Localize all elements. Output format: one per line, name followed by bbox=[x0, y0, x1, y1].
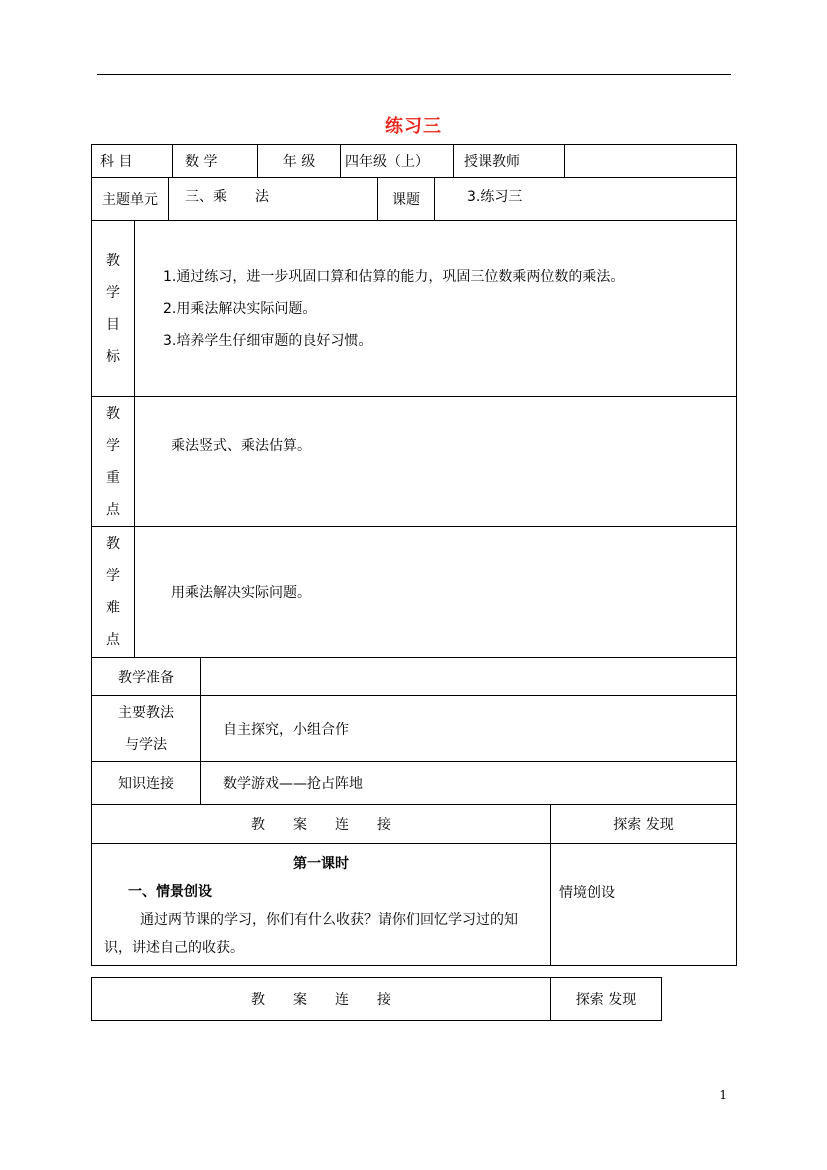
subject-value: 数 学 bbox=[173, 145, 258, 178]
methods-label bbox=[92, 696, 201, 762]
header-rule bbox=[97, 74, 731, 75]
second-header-left: 教 案 连 接 bbox=[92, 978, 551, 1021]
second-plan-header bbox=[91, 977, 662, 1021]
preparation-label: 教学准备 bbox=[92, 658, 201, 696]
second-header-right: 探索 发现 bbox=[551, 978, 662, 1021]
info-table-row1 bbox=[91, 144, 737, 178]
document-title: 练习三 bbox=[385, 116, 442, 137]
plan-header-right: 探索 发现 bbox=[551, 805, 737, 844]
grade-label: 年 级 bbox=[258, 145, 341, 178]
goal-item: 3.培养学生仔细审题的良好习惯。 bbox=[163, 333, 373, 349]
difficulties-label-char: 学 bbox=[106, 568, 120, 584]
lesson-period: 第一课时 bbox=[293, 856, 349, 872]
goals-label bbox=[92, 221, 135, 397]
plan-header-left: 教 案 连 接 bbox=[92, 805, 551, 844]
key-points-label bbox=[92, 397, 135, 527]
goals-label-char: 教 bbox=[106, 252, 120, 269]
page-number: 1 bbox=[719, 1088, 727, 1102]
methods-label-line: 与学法 bbox=[125, 736, 167, 753]
goals-label-char: 学 bbox=[106, 284, 120, 301]
difficulties-label-char: 教 bbox=[106, 536, 120, 552]
difficulties-label bbox=[92, 527, 135, 658]
lesson-section-title: 一、情景创设 bbox=[128, 884, 212, 900]
info-table-row2 bbox=[91, 177, 737, 221]
teacher-label: 授课教师 bbox=[454, 145, 565, 178]
lesson-paragraph: 通过两节课的学习，你们有什么收获？请你们回忆学习过的知识，讲述自己的收获。 bbox=[104, 912, 518, 956]
preparation-table bbox=[91, 657, 737, 805]
methods-value: 自主探究，小组合作 bbox=[201, 696, 737, 762]
difficulties-label-char: 难 bbox=[106, 600, 120, 616]
preparation-value bbox=[201, 658, 737, 696]
topic-label: 课题 bbox=[378, 178, 435, 221]
topic-value: 3.练习三 bbox=[435, 178, 737, 221]
connection-value: 数学游戏——抢占阵地 bbox=[201, 762, 737, 805]
methods-label-line: 主要教法 bbox=[118, 704, 174, 721]
lesson-content bbox=[92, 844, 551, 966]
unit-label: 主题单元 bbox=[92, 178, 169, 221]
teacher-value bbox=[565, 145, 737, 178]
objectives-table bbox=[91, 220, 737, 658]
lesson-right-note: 情境创设 bbox=[551, 844, 737, 966]
goals-content bbox=[135, 221, 737, 397]
key-points-label-char: 学 bbox=[106, 437, 120, 454]
goals-label-char: 目 bbox=[106, 316, 120, 333]
difficulties-label-char: 点 bbox=[106, 632, 120, 648]
goal-item: 2.用乘法解决实际问题。 bbox=[163, 301, 317, 317]
subject-label: 科 目 bbox=[92, 145, 173, 178]
connection-label: 知识连接 bbox=[92, 762, 201, 805]
key-points-label-char: 重 bbox=[106, 469, 120, 486]
lesson-plan-table bbox=[91, 804, 737, 966]
difficulties-text: 用乘法解决实际问题。 bbox=[135, 527, 737, 658]
goal-item: 1.通过练习，进一步巩固口算和估算的能力，巩固三位数乘两位数的乘法。 bbox=[163, 269, 625, 285]
goals-label-char: 标 bbox=[106, 348, 120, 365]
key-points-label-char: 点 bbox=[106, 501, 120, 518]
unit-value: 三、乘 法 bbox=[169, 178, 378, 221]
key-points-text: 乘法竖式、乘法估算。 bbox=[135, 397, 737, 527]
grade-value: 四年级（上） bbox=[341, 145, 454, 178]
key-points-label-char: 教 bbox=[106, 405, 120, 422]
